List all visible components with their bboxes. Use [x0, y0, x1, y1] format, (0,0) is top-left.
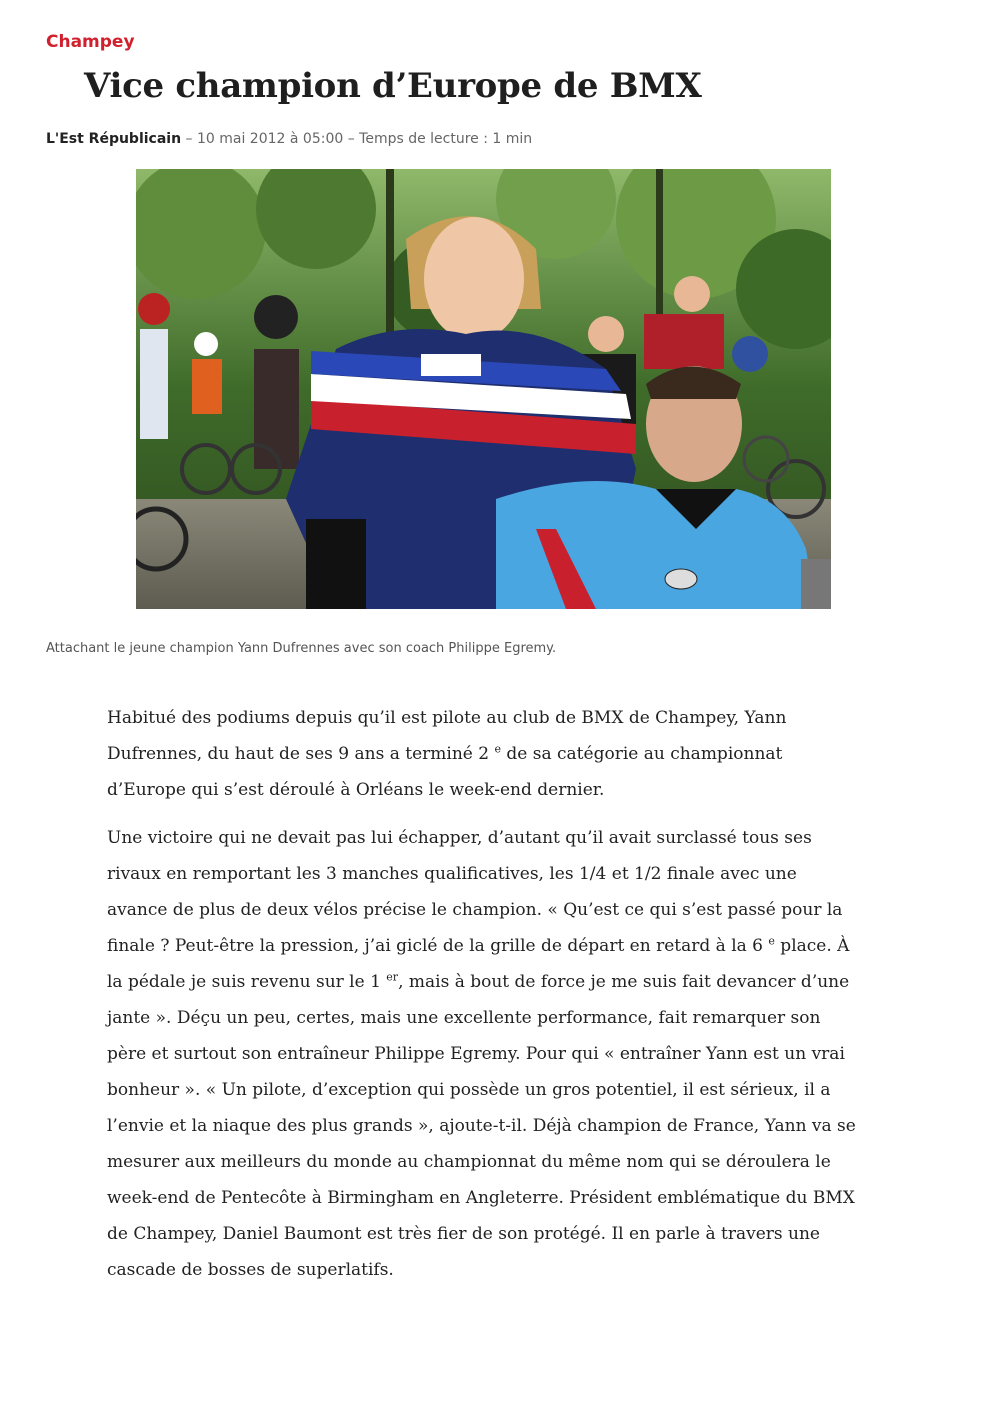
- p2-text-b: place. À la pédale je suis revenu sur le 1: [107, 936, 850, 992]
- p2-text-c: , mais à bout de force je me suis fait devancer d’une jante ». Déçu un peu, certes, mais une excellente performance, fait remarquer son père et surtout son entraîneur Philippe Egremy. Pour qui « entraîner Yann est un vrai bonheur ». « Un pilote, d’exception qui possède un gros potentiel, il est sérieux, il a l’envie et la niaque des plus grands », ajoute-t-il. Déjà champion de France, Yann va se mesurer aux meilleurs du monde au championnat du même nom qui se déroulera le week-end de Pentecôte à Birmingham en Angleterre. Président emblématique du BMX de Champey, Daniel Baumont est très fier de son protégé. Il en parle à travers une cascade de bosses de superlatifs.: [107, 972, 856, 1280]
- p1-text-b: de sa catégorie au championnat d’Europe qui s’est déroulé à Orléans le week-end dernier.: [107, 744, 783, 800]
- article-title: Vice champion d’Europe de BMX: [84, 66, 702, 106]
- photo-bmx-riders-icon: [136, 169, 831, 609]
- byline-source: L'Est Républicain: [46, 131, 182, 147]
- photo-caption: Attachant le jeune champion Yann Dufrennes avec son coach Philippe Egremy.: [46, 641, 557, 656]
- rubric-link[interactable]: Champey: [46, 32, 135, 52]
- byline: [46, 131, 532, 147]
- p2-sup-1: e: [768, 934, 775, 948]
- paragraph-1: [107, 700, 859, 808]
- byline-details: – 10 mai 2012 à 05:00 – Temps de lecture : 1 min: [181, 131, 533, 147]
- p1-sup: e: [494, 742, 502, 756]
- p2-text-a: Une victoire qui ne devait pas lui échapper, d’autant qu’il avait surclassé tous ses rivaux en remportant les 3 manches qualificatives, les 1/4 et 1/2 finale avec une avance de plus de deux vélos précise le champion. « Qu’est ce qui s’est passé pour la finale ? Peut-être la pression, j’ai giclé de la grille de départ en retard à la 6: [107, 828, 843, 956]
- p2-sup-2: er: [386, 970, 399, 984]
- paragraph-2: [107, 820, 859, 1288]
- p1-text-a: Habitué des podiums depuis qu’il est pilote au club de BMX de Champey, Yann Dufrennes, du haut de ses 9 ans a terminé 2: [107, 708, 787, 764]
- article-photo: [136, 169, 831, 609]
- article-body: [107, 700, 859, 1300]
